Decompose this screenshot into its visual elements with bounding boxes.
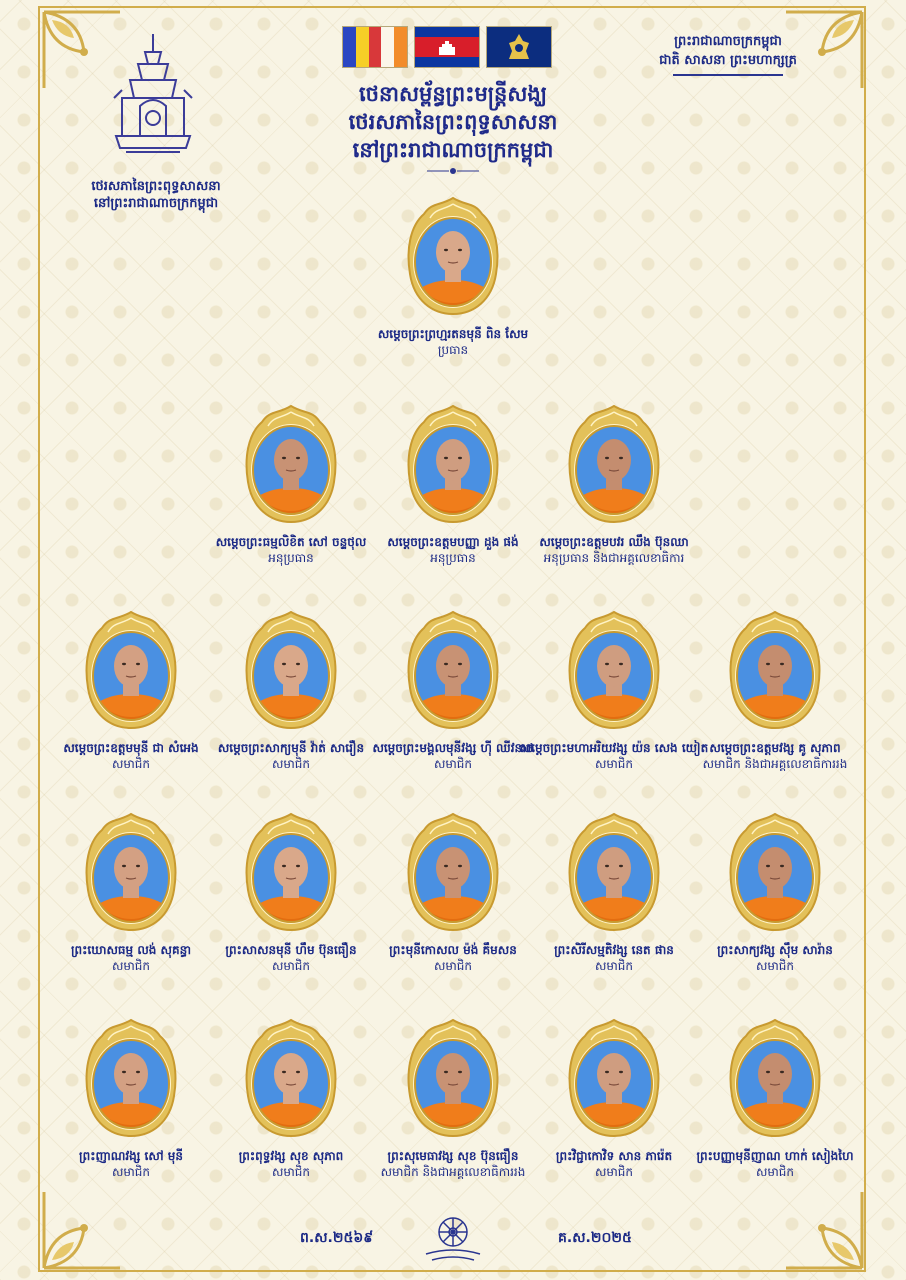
member-name: ព្រះវិជ្ជាកោវិទ សាន ភារ៉េត [555, 1149, 673, 1163]
monk-portrait [565, 1018, 663, 1138]
cambodia-flag-icon [414, 26, 480, 68]
monk-portrait [242, 812, 340, 932]
member-name: ព្រះញាណវង្ស សៅ មុនី [79, 1149, 183, 1163]
member-role: សមាជិក [433, 757, 473, 771]
member-role: អនុប្រធាន [430, 551, 476, 565]
title-line-2: ថេរសភានៃព្រះពុទ្ធសាសនា [348, 110, 558, 134]
member-name: សម្តេចព្រះមហាអរិយវង្ស យ៉ន សេង យៀត [519, 741, 709, 755]
member-name: សម្តេចព្រះសាក្យមុនី វ៉ាត់ សារឿន [217, 741, 365, 755]
motto-underline [673, 74, 783, 76]
member-name: សម្តេចព្រះឧត្តមបវរ ឈឹង ប៊ុនឈា [539, 535, 689, 549]
monk-portrait [242, 404, 340, 524]
corner-ornament-bottom-right [780, 1186, 866, 1272]
monk-portrait [82, 1018, 180, 1138]
member-role: សមាជិក [111, 959, 151, 973]
member-role: សមាជិក [271, 959, 311, 973]
member-name: ព្រះសាសនមុនី ហឹម ប៊ុនធឿន [225, 943, 357, 957]
national-motto: ជាតិ សាសនា ព្រះមហាក្សត្រ [659, 53, 797, 68]
member-name: សម្តេចព្រះឧត្តមបញ្ញា ដួង ផង់ [387, 535, 519, 549]
member-role: សមាជិក [433, 959, 473, 973]
member-name: ព្រះសុមេធាវង្ស សុខ ប៊ុនធឿន [387, 1149, 519, 1163]
member-name: ព្រះឃោសធម្ម លង់ សុគន្ធា [70, 943, 192, 957]
member-name: សម្តេចព្រះព្រហ្មរតនមុនី ពិន សែម [377, 327, 529, 341]
monk-portrait [726, 812, 824, 932]
member-name: សម្តេចព្រះមង្គលមុនីវង្ស ហុី ឈីវនាថ [372, 741, 534, 755]
member-name: សម្តេចព្រះឧត្តមមុនី ជា សំអេង [63, 741, 199, 755]
member-role: ប្រធាន [437, 343, 469, 357]
monk-portrait [82, 812, 180, 932]
title-line-1: ថេនាសម្ព័ន្ធព្រះមន្ត្រីសង្ឃ [359, 82, 547, 106]
kingdom-name: ព្រះរាជាណាចក្រកម្ពុជា [674, 34, 782, 49]
member-card [343, 196, 563, 358]
member-role: សមាជិក និងជាអគ្គលេខាធិការរង [702, 757, 848, 771]
member-name: ព្រះពុទ្ធវង្ស សុខ សុភាព [238, 1149, 344, 1163]
common-era-date: គ.ស.២០២៥ [558, 1230, 632, 1246]
monk-portrait [565, 610, 663, 730]
monk-portrait [242, 610, 340, 730]
member-role: សមាជិក [271, 757, 311, 771]
member-name: ព្រះមុនីកោសល ម៉ង់ គឹមសន [389, 943, 517, 957]
member-name: ព្រះសិរីសម្មតិវង្ស នេត ផាន [554, 943, 674, 957]
member-role: អនុប្រធាន និងជាអគ្គលេខាធិការ [543, 551, 685, 565]
council-caption-line-1: ថេរសភានៃព្រះពុទ្ធសាសនា [91, 179, 221, 194]
member-name: ព្រះសាក្យវង្ស ស៊ឹម សារ៉ាន [717, 943, 833, 957]
monk-portrait [404, 404, 502, 524]
monk-portrait [82, 610, 180, 730]
monk-portrait [726, 1018, 824, 1138]
member-role: សមាជិក [594, 959, 634, 973]
monk-portrait [404, 1018, 502, 1138]
member-role: សមាជិក [271, 1165, 311, 1179]
member-card [665, 812, 885, 974]
member-name: សម្តេចព្រះឧត្តមវង្ស គូ សុភាព [709, 741, 841, 755]
member-card [665, 610, 885, 772]
member-name: ព្រះបញ្ញាមុនីញាណ ហាក់ សៀងហៃ [696, 1149, 854, 1163]
member-card [504, 404, 724, 566]
member-role: សមាជិក [111, 757, 151, 771]
temple-logo-icon [112, 32, 194, 162]
member-role: សមាជិក [755, 959, 795, 973]
monk-portrait [242, 1018, 340, 1138]
flags-row [342, 26, 552, 68]
title-divider-ornament [425, 166, 481, 176]
member-role: សមាជិក [755, 1165, 795, 1179]
monk-portrait [565, 812, 663, 932]
monk-portrait [565, 404, 663, 524]
monk-portrait [404, 812, 502, 932]
buddhist-flag-icon [342, 26, 408, 68]
monk-portrait [404, 196, 502, 316]
corner-ornament-bottom-left [40, 1186, 126, 1272]
member-role: សមាជិក [594, 1165, 634, 1179]
member-role: សមាជិក និងជាអគ្គលេខាធិការរង [380, 1165, 526, 1179]
member-role: សមាជិក [111, 1165, 151, 1179]
member-role: សមាជិក [594, 757, 634, 771]
council-caption-line-2: នៅព្រះរាជាណាចក្រកម្ពុជា [93, 196, 219, 211]
monk-portrait [726, 610, 824, 730]
buddhist-era-date: ព.ស.២៥៦៩ [300, 1230, 374, 1246]
dharma-wheel-emblem-icon [422, 1210, 484, 1266]
title-line-3: នៅព្រះរាជាណាចក្រកម្ពុជា [352, 138, 554, 162]
page-title [250, 80, 656, 164]
kingdom-motto [610, 32, 846, 76]
ministry-flag-icon [486, 26, 552, 68]
council-caption [70, 178, 242, 212]
member-role: អនុប្រធាន [268, 551, 314, 565]
member-card [665, 1018, 885, 1180]
monk-portrait [404, 610, 502, 730]
member-name: សម្តេចព្រះធម្មលិខិត សៅ ចន្ទថុល [215, 535, 367, 549]
